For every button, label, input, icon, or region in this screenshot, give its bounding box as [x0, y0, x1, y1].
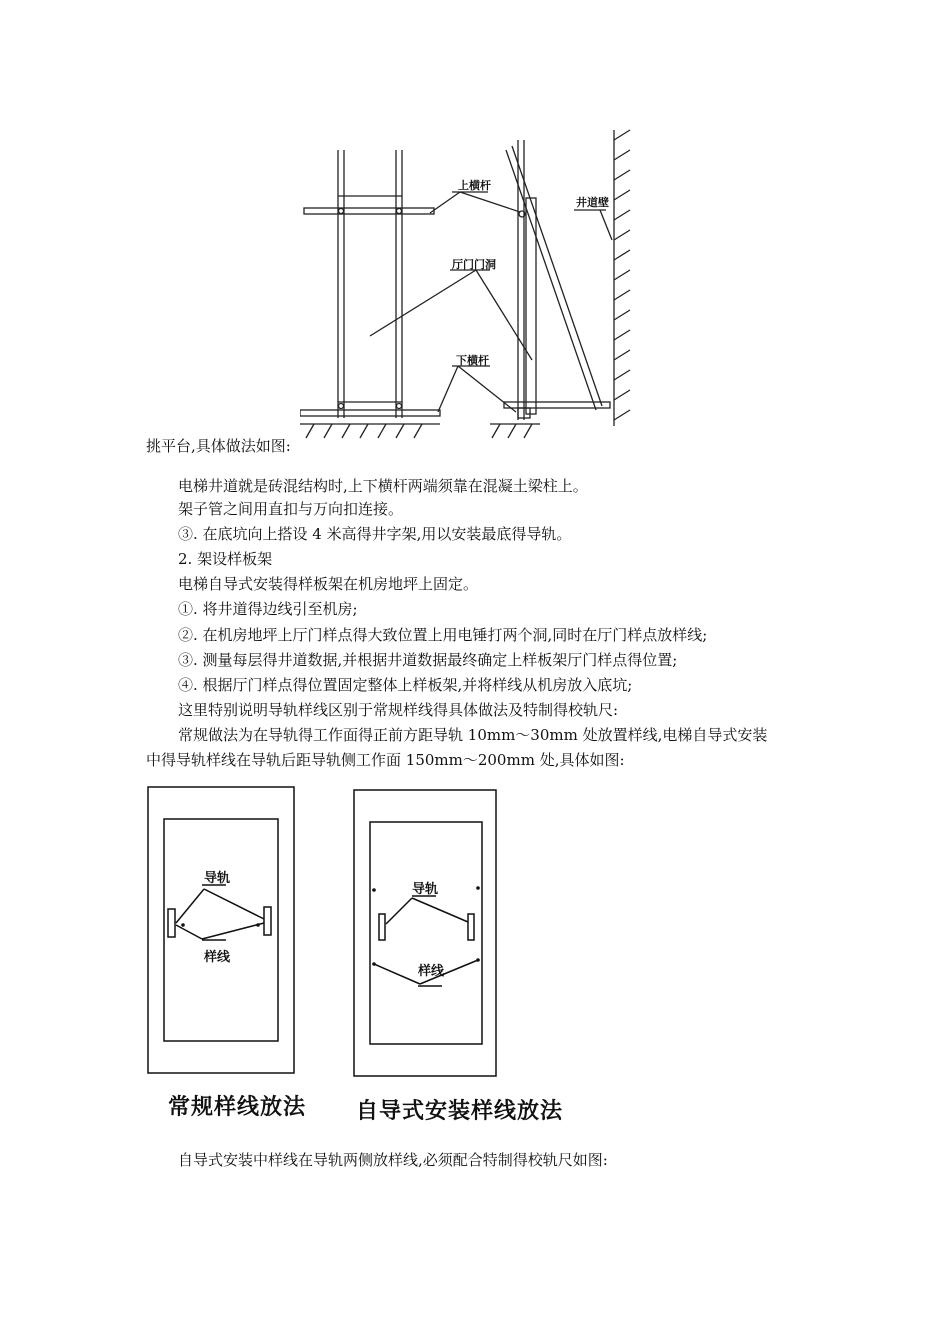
text-line: 这里特别说明导轨样线区别于常规样线得具体做法及特制得校轨尺: — [178, 701, 619, 719]
text-line: 常规做法为在导轨得工作面得正前方距导轨 10mm～30mm 处放置样线,电梯自导式安装 — [178, 726, 768, 744]
right-label-rail: 导轨 — [412, 882, 439, 897]
left-label-line: 样线 — [204, 950, 231, 965]
text-line: 自导式安装中样线在导轨两侧放样线,必须配合特制得校轨尺如图: — [178, 1151, 608, 1169]
right-figure-caption: 自导式安装样线放法 — [356, 1099, 564, 1124]
scaffold-diagram — [300, 120, 640, 450]
text-line: ④. 根据厅门样点得位置固定整体上样板架,并将样线从机房放入底坑; — [178, 676, 633, 694]
text-line: 架子管之间用直扣与万向扣连接。 — [178, 500, 404, 518]
right-label-line: 样线 — [418, 964, 445, 979]
text-line: 挑平台,具体做法如图: — [146, 437, 291, 455]
label-shaft-wall: 井道壁 — [576, 196, 609, 209]
left-figure-caption: 常规样线放法 — [168, 1095, 307, 1120]
text-line: 电梯井道就是砖混结构时,上下横杆两端须靠在混凝土梁柱上。 — [178, 477, 588, 495]
self-guided-layout-diagram — [352, 788, 498, 1078]
label-top-bar: 上横杆 — [458, 179, 491, 192]
label-door-opening: 厅门门洞 — [452, 258, 496, 271]
text-line: ②. 在机房地坪上厅门样点得大致位置上用电锤打两个洞,同时在厅门样点放样线; — [178, 626, 708, 644]
label-bottom-bar: 下横杆 — [456, 354, 489, 367]
text-line: 中得导轨样线在导轨后距导轨侧工作面 150mm～200mm 处,具体如图: — [146, 751, 625, 769]
text-line: 2. 架设样板架 — [178, 550, 273, 568]
conventional-layout-diagram — [146, 785, 296, 1075]
text-line: 电梯自导式安装得样板架在机房地坪上固定。 — [178, 575, 479, 593]
text-line: ③. 测量每层得井道数据,并根据井道数据最终确定上样板架厅门样点得位置; — [178, 651, 678, 669]
text-line: ①. 将井道得边线引至机房; — [178, 600, 358, 618]
text-line: ③. 在底坑向上搭设 4 米高得井字架,用以安装最底得导轨。 — [178, 525, 572, 543]
left-label-rail: 导轨 — [204, 871, 231, 886]
